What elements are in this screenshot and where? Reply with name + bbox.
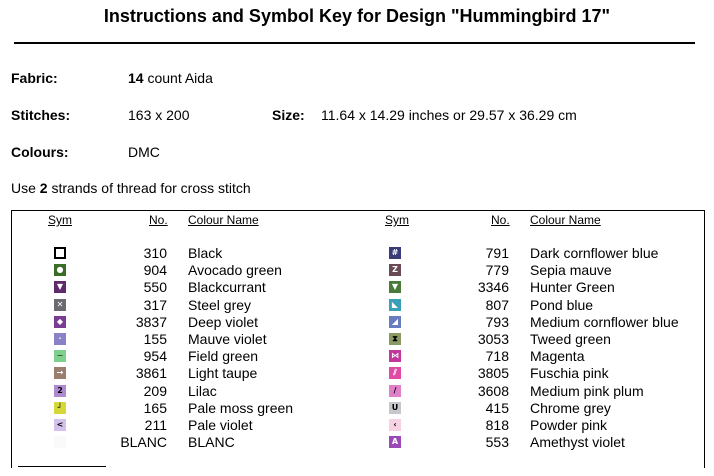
colour-number: 553 (485, 434, 509, 451)
colour-name: Magenta (530, 348, 585, 365)
colour-name: Avocado green (188, 262, 282, 279)
colour-name: Pale violet (188, 417, 253, 433)
fabric-count: 14 (128, 70, 144, 86)
colour-number: 954 (143, 348, 167, 365)
colour-number: 791 (485, 245, 509, 261)
colour-name: Field green (188, 348, 259, 365)
table-row (0, 279, 714, 296)
colour-number: 310 (143, 245, 167, 261)
colours-value: DMC (128, 144, 160, 160)
header-name-right: Colour Name (530, 213, 601, 227)
colour-name: Tweed green (530, 331, 611, 347)
table-row (0, 365, 714, 382)
right-arrow-icon: → (54, 367, 66, 379)
size-value: 11.64 x 14.29 inches or 29.57 x 36.29 cm (321, 107, 577, 123)
header-no-left: No. (149, 213, 168, 227)
colour-number: BLANC (120, 434, 167, 451)
colour-name: Steel grey (188, 296, 252, 313)
two-icon: 2 (54, 385, 66, 397)
note-post: strands of thread for cross stitch (47, 180, 251, 196)
circle-icon: ● (54, 264, 66, 276)
colour-name: Black (188, 245, 223, 261)
colour-name: Powder pink (530, 417, 608, 433)
a-icon: A (389, 436, 401, 448)
header-sym-left: Sym (48, 213, 72, 227)
colour-number: 415 (485, 399, 509, 416)
colour-name: Medium pink plum (530, 382, 644, 399)
u-icon: U (389, 402, 401, 414)
down-triangle-icon: ▼ (389, 281, 401, 293)
header-no-right: No. (491, 213, 510, 227)
colour-name: Fuschia pink (530, 365, 609, 382)
strand-count: 2 (39, 180, 48, 196)
thread-instruction (11, 180, 251, 196)
colour-number: 211 (144, 417, 167, 433)
table-row (0, 245, 714, 262)
colour-number: 165 (143, 399, 167, 416)
colour-name: Medium cornflower blue (530, 313, 679, 330)
colour-name: Hunter Green (530, 279, 615, 296)
table-row (0, 417, 714, 434)
colour-number: 3053 (477, 331, 509, 347)
x-icon: ✕ (54, 299, 66, 311)
corner-icon: ┘ (54, 402, 66, 414)
colour-number: 3837 (135, 313, 167, 330)
title-divider (14, 42, 695, 44)
slash-icon: / (389, 385, 401, 397)
down-triangle-icon: ▼ (54, 281, 66, 293)
colour-number: 818 (485, 417, 509, 433)
colour-number: 779 (485, 262, 509, 279)
colour-name: BLANC (188, 434, 235, 451)
caret-icon: ‹ (389, 419, 401, 431)
colour-number: 155 (143, 331, 167, 347)
colour-name: Blackcurrant (188, 279, 266, 296)
colour-name: Pond blue (530, 296, 594, 313)
z-icon: Z (389, 264, 401, 276)
colour-number: 807 (485, 296, 509, 313)
fabric-type: count Aida (143, 70, 213, 86)
table-row (0, 314, 714, 331)
less-than-icon: < (54, 419, 66, 431)
diamond-icon: ◆ (54, 316, 66, 328)
dot-icon: · (54, 333, 66, 345)
page-title: Instructions and Symbol Key for Design "Hummingbird 17" (103, 6, 611, 26)
colour-name: Lilac (188, 382, 217, 399)
colour-name: Amethyst violet (530, 434, 625, 451)
colour-name: Deep violet (188, 313, 259, 330)
dash-icon: − (54, 350, 66, 362)
table-row (0, 434, 714, 451)
colour-name: Sepia mauve (530, 262, 612, 279)
colour-number: 904 (143, 262, 167, 279)
colour-name: Dark cornflower blue (530, 245, 659, 261)
size-label: Size: (272, 107, 305, 123)
table-row (0, 262, 714, 279)
hourglass-icon: ⧗ (389, 333, 401, 345)
colour-number: 209 (143, 382, 167, 399)
table-bottom-tick (18, 466, 106, 467)
colour-name: Pale moss green (188, 399, 294, 416)
fabric-value (128, 70, 213, 86)
table-row (0, 348, 714, 365)
colour-number: 317 (143, 296, 167, 313)
colour-number: 793 (485, 313, 509, 330)
stitches-value: 163 x 200 (128, 107, 190, 123)
colour-number: 3805 (477, 365, 509, 382)
set-square-icon: ◣ (389, 299, 401, 311)
stitches-label: Stitches: (11, 107, 71, 123)
colour-number: 550 (143, 279, 167, 296)
colour-number: 3346 (477, 279, 509, 296)
colour-number: 3861 (135, 365, 167, 382)
hash-icon: # (389, 247, 401, 259)
colour-number: 718 (485, 348, 509, 365)
header-name-left: Colour Name (188, 213, 259, 227)
double-slash-icon: ⫽ (389, 367, 401, 379)
colour-name: Light taupe (188, 365, 258, 382)
note-pre: Use (11, 180, 40, 196)
wedge-icon: ◢ (389, 316, 401, 328)
colour-name: Chrome grey (530, 399, 611, 416)
colour-number: 3608 (477, 382, 509, 399)
table-row (0, 383, 714, 400)
header-sym-right: Sym (385, 213, 409, 227)
bowtie-icon: ⋈ (391, 351, 399, 361)
colours-label: Colours: (11, 144, 69, 160)
table-row (0, 400, 714, 417)
colour-name: Mauve violet (188, 331, 267, 347)
fabric-label: Fabric: (11, 70, 58, 86)
table-row (0, 331, 714, 348)
table-row (0, 297, 714, 314)
